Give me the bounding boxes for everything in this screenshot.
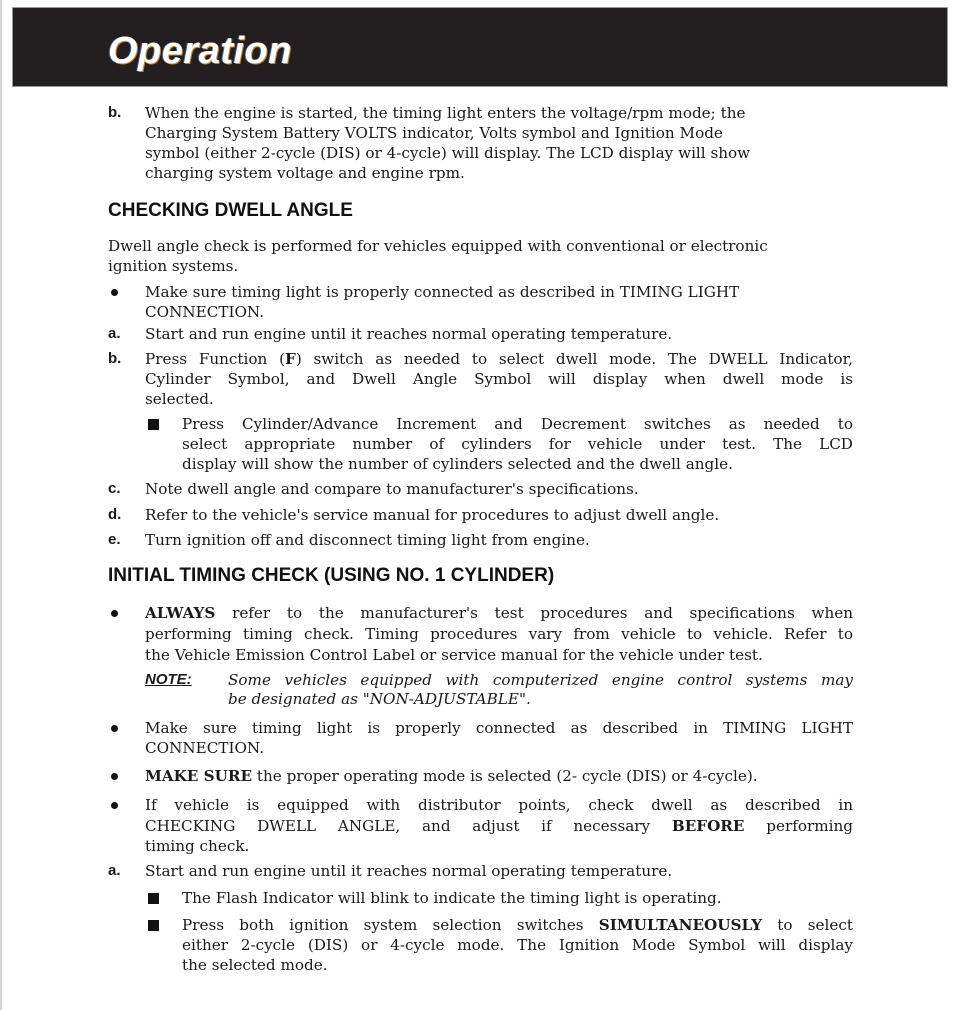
text-line: When the engine is started, the timing light enters the voltage/rpm mode; the bbox=[145, 104, 746, 122]
step-marker: a. bbox=[108, 862, 121, 879]
text-line bbox=[145, 816, 853, 836]
text-line bbox=[145, 603, 853, 623]
text-run: performing bbox=[744, 817, 853, 835]
text-line: select appropriate number of cylinders for vehicle under test. The LCD bbox=[182, 435, 853, 453]
text-line: display will show the number of cylinders selected and the dwell angle. bbox=[182, 455, 733, 473]
text-line: Charging System Battery VOLTS indicator, Volts symbol and Ignition Mode bbox=[145, 124, 723, 142]
step-marker: c. bbox=[108, 480, 121, 497]
text-run: to select bbox=[762, 916, 853, 934]
text-line: Turn ignition off and disconnect timing light from engine. bbox=[145, 531, 590, 549]
text-line: charging system voltage and engine rpm. bbox=[145, 164, 465, 182]
heading-checking-dwell-angle: CHECKING DWELL ANGLE bbox=[108, 200, 353, 221]
text-line: Refer to the vehicle's service manual for procedures to adjust dwell angle. bbox=[145, 506, 720, 524]
text-run: the proper operating mode is selected (2- cycle (DIS) or 4-cycle). bbox=[252, 767, 758, 785]
text-run: refer to the manufacturer's test procedures and specifications when bbox=[215, 604, 853, 622]
text-line: Press Cylinder/Advance Increment and Decrement switches as needed to bbox=[182, 415, 853, 433]
bullet-icon bbox=[111, 802, 118, 809]
text-line: Cylinder Symbol, and Dwell Angle Symbol will display when dwell mode is bbox=[145, 370, 853, 388]
text-line bbox=[182, 915, 853, 935]
step-marker: a. bbox=[108, 325, 121, 342]
bullet-icon bbox=[111, 773, 118, 780]
bold-run: ALWAYS bbox=[145, 604, 216, 622]
text-line: If vehicle is equipped with distributor points, check dwell as described in bbox=[145, 796, 853, 814]
text-line: CONNECTION. bbox=[145, 739, 265, 757]
text-line: timing check. bbox=[145, 837, 250, 855]
square-bullet-icon bbox=[148, 419, 159, 430]
text-line: the Vehicle Emission Control Label or service manual for the vehicle under test. bbox=[145, 646, 763, 664]
text-line: ignition systems. bbox=[108, 257, 239, 275]
step-marker: b. bbox=[108, 350, 122, 367]
text-line: The Flash Indicator will blink to indicate the timing light is operating. bbox=[182, 889, 722, 907]
step-marker: b. bbox=[108, 104, 122, 121]
text-line bbox=[145, 349, 853, 369]
step-marker: d. bbox=[108, 506, 122, 523]
text-line: the selected mode. bbox=[182, 956, 328, 974]
text-line: Start and run engine until it reaches normal operating temperature. bbox=[145, 862, 673, 880]
text-run: CHECKING DWELL ANGLE, and adjust if necessary bbox=[145, 817, 672, 835]
section-title: Operation bbox=[108, 30, 292, 72]
text-line: performing timing check. Timing procedures vary from vehicle to vehicle. Refer to bbox=[145, 625, 853, 643]
bold-run: F bbox=[285, 350, 296, 368]
text-line: selected. bbox=[145, 390, 214, 408]
text-run: Press both ignition system selection switches bbox=[182, 916, 599, 934]
text-line: either 2-cycle (DIS) or 4-cycle mode. The Ignition Mode Symbol will display bbox=[182, 936, 853, 954]
heading-initial-timing-check: INITIAL TIMING CHECK (USING NO. 1 CYLINDER) bbox=[108, 565, 555, 586]
text-line: Make sure timing light is properly connected as described in TIMING LIGHT bbox=[145, 283, 740, 301]
bold-run: SIMULTANEOUSLY bbox=[598, 916, 763, 934]
step-marker: e. bbox=[108, 531, 121, 548]
text-line: Make sure timing light is properly connected as described in TIMING LIGHT bbox=[145, 719, 853, 737]
bold-run: BEFORE bbox=[671, 817, 745, 835]
text-line: CONNECTION. bbox=[145, 303, 265, 321]
text-line: Note dwell angle and compare to manufacturer's specifications. bbox=[145, 480, 639, 498]
bullet-icon bbox=[111, 725, 118, 732]
note-label: NOTE: bbox=[145, 671, 192, 688]
text-line: Dwell angle check is performed for vehicles equipped with conventional or electronic bbox=[108, 237, 768, 255]
bullet-icon bbox=[111, 610, 118, 617]
bullet-icon bbox=[111, 289, 118, 296]
page-edge-rule bbox=[0, 0, 2, 1010]
text-run: ) switch as needed to select dwell mode. The DWELL Indicator, bbox=[295, 350, 853, 368]
bold-run: MAKE SURE bbox=[145, 767, 253, 785]
text-line: symbol (either 2-cycle (DIS) or 4-cycle) will display. The LCD display will show bbox=[145, 144, 751, 162]
text-line bbox=[145, 766, 853, 786]
note-text-line: be designated as "NON-ADJUSTABLE". bbox=[228, 690, 531, 708]
square-bullet-icon bbox=[148, 920, 159, 931]
section-header-bar bbox=[12, 7, 948, 87]
text-line: Start and run engine until it reaches normal operating temperature. bbox=[145, 325, 673, 343]
text-run: Press Function ( bbox=[145, 350, 286, 368]
note-text-line: Some vehicles equipped with computerized engine control systems may bbox=[228, 671, 853, 689]
square-bullet-icon bbox=[148, 893, 159, 904]
